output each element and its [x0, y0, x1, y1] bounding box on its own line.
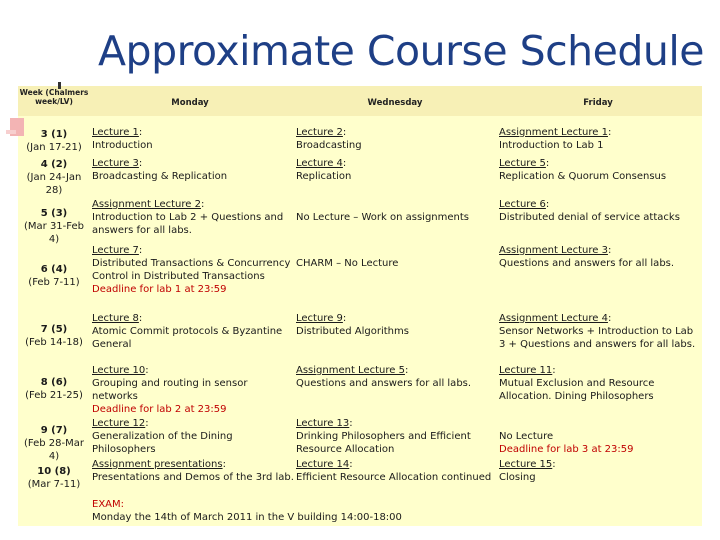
wednesday-entry: Lecture 13: Drinking Philosophers and Efficient Resource Allocation — [296, 417, 494, 456]
wednesday-entry: Lecture 2: Broadcasting — [296, 126, 492, 152]
friday-entry: Lecture 5: Replication & Quorum Consensus — [499, 157, 699, 183]
lecture-link[interactable]: Lecture 15 — [499, 459, 553, 470]
monday-entry: Assignment presentations: Presentations and Demos of the 3rd lab. — [92, 458, 296, 484]
lecture-link[interactable]: Lecture 10 — [92, 365, 146, 376]
week-cell — [18, 465, 90, 491]
deadline-note: Deadline for lab 1 at 23:59 — [92, 284, 227, 295]
monday-entry: Lecture 12: Generalization of the Dining Philosophers — [92, 417, 296, 456]
header-week: Week (Chalmers week/LV) — [19, 88, 89, 106]
entry-description: Efficient Resource Allocation continued — [296, 472, 492, 483]
week-dates: (Jan 17-21) — [26, 142, 82, 153]
entry-description: Replication & Quorum Consensus — [499, 171, 667, 182]
lecture-link[interactable]: Lecture 11 — [499, 365, 553, 376]
week-number: 7 (5) — [40, 324, 68, 335]
week-number: 9 (7) — [40, 425, 68, 436]
lecture-link[interactable]: Lecture 7 — [92, 245, 139, 256]
friday-entry: Assignment Lecture 3: Questions and answers for all labs. — [499, 244, 699, 270]
friday-entry: Lecture 11: Mutual Exclusion and Resource Allocation. Dining Philosophers — [499, 364, 689, 403]
monday-entry: Lecture 1: Introduction — [92, 126, 292, 152]
monday-entry: Lecture 10: Grouping and routing in sensor networks Deadline for lab 2 at 23:59 — [92, 364, 294, 416]
lecture-link[interactable]: Lecture 4 — [296, 158, 343, 169]
week-cell — [18, 207, 90, 246]
wednesday-entry: Assignment Lecture 5: Questions and answers for all labs. — [296, 364, 494, 390]
week-dates: (Feb 21-25) — [25, 390, 83, 401]
entry-description: Distributed denial of service attacks — [499, 212, 680, 223]
entry-description: Sensor Networks + Introduction to Lab 3 + Questions and answers for all labs. — [499, 326, 696, 350]
lecture-link[interactable]: Lecture 9 — [296, 313, 343, 324]
entry-description: Atomic Commit protocols & Byzantine General — [92, 326, 283, 350]
week-number: 3 (1) — [40, 129, 68, 140]
friday-entry: Assignment Lecture 1: Introduction to Lab 1 — [499, 126, 699, 152]
decorative-accent-small — [6, 130, 16, 134]
week-dates: (Mar 31-Feb 4) — [24, 221, 84, 245]
lecture-link[interactable]: Lecture 8 — [92, 313, 139, 324]
week-cell — [18, 158, 90, 197]
week-dates: (Mar 7-11) — [27, 479, 81, 490]
lecture-link[interactable]: Assignment Lecture 5 — [296, 365, 405, 376]
week-number: 10 (8) — [37, 466, 71, 477]
lecture-link[interactable]: Lecture 3 — [92, 158, 139, 169]
lecture-link[interactable]: Assignment Lecture 3 — [499, 245, 608, 256]
friday-entry: Lecture 15: Closing — [499, 458, 699, 484]
lecture-link[interactable]: Lecture 1 — [92, 127, 139, 138]
exam-title: EXAM: — [92, 499, 125, 510]
monday-entry: Lecture 7: Distributed Transactions & Concurrency Control in Distributed Transactions Deadline for lab 1 at 23:59 — [92, 244, 294, 296]
monday-entry: Assignment Lecture 2: Introduction to Lab 2 + Questions and answers for all labs. — [92, 198, 292, 237]
lecture-link[interactable]: Assignment presentations — [92, 459, 223, 470]
lecture-link[interactable]: Lecture 2 — [296, 127, 343, 138]
entry-description: Questions and answers for all labs. — [296, 378, 472, 389]
entry-description: Drinking Philosophers and Efficient Resource Allocation — [296, 431, 471, 455]
wednesday-entry: Lecture 4: Replication — [296, 157, 492, 183]
entry-description: Broadcasting — [296, 140, 362, 151]
lecture-link[interactable]: Assignment Lecture 4 — [499, 313, 608, 324]
exam-entry — [92, 498, 492, 524]
page-title: Approximate Course Schedule — [98, 27, 705, 75]
lecture-link[interactable]: Lecture 14 — [296, 459, 350, 470]
lecture-link[interactable]: Assignment Lecture 2 — [92, 199, 201, 210]
entry-description: No Lecture — [499, 431, 554, 442]
wednesday-entry: Lecture 14: Efficient Resource Allocation continued — [296, 458, 494, 484]
header-friday: Friday — [583, 98, 613, 108]
week-number: 4 (2) — [40, 159, 68, 170]
lecture-link[interactable]: Lecture 13 — [296, 418, 350, 429]
header-monday: Monday — [171, 98, 209, 108]
week-cell — [18, 263, 90, 289]
deadline-note: Deadline for lab 2 at 23:59 — [92, 404, 227, 415]
week-dates: (Jan 24-Jan 28) — [26, 172, 82, 196]
entry-description: Presentations and Demos of the 3rd lab. — [92, 472, 294, 483]
lecture-link[interactable]: Lecture 6 — [499, 199, 546, 210]
entry-description: Generalization of the Dining Philosophers — [92, 431, 233, 455]
week-cell — [18, 376, 90, 402]
entry-description: CHARM – No Lecture — [296, 258, 399, 269]
header-wednesday: Wednesday — [367, 98, 423, 108]
wednesday-entry — [296, 257, 492, 270]
entry-description: Closing — [499, 472, 536, 483]
week-number: 5 (3) — [40, 208, 68, 219]
entry-description: Introduction to Lab 1 — [499, 140, 604, 151]
entry-description: Introduction to Lab 2 + Questions and answers for all labs. — [92, 212, 284, 236]
week-number: 8 (6) — [40, 377, 68, 388]
week-dates: (Feb 28-Mar 4) — [24, 438, 84, 462]
friday-entry — [499, 430, 699, 456]
exam-details: Monday the 14th of March 2011 in the V building 14:00-18:00 — [92, 512, 402, 523]
week-dates: (Feb 7-11) — [28, 277, 80, 288]
entry-description: Grouping and routing in sensor networks — [92, 378, 248, 402]
entry-description: Replication — [296, 171, 352, 182]
friday-entry: Lecture 6: Distributed denial of service attacks — [499, 198, 699, 224]
week-cell — [18, 323, 90, 349]
wednesday-entry — [296, 211, 496, 224]
entry-description: Broadcasting & Replication — [92, 171, 228, 182]
week-number: 6 (4) — [40, 264, 68, 275]
entry-description: Distributed Transactions & Concurrency Control in Distributed Transactions — [92, 258, 291, 282]
week-dates: (Feb 14-18) — [25, 337, 83, 348]
monday-entry: Lecture 3: Broadcasting & Replication — [92, 157, 292, 183]
entry-description: Questions and answers for all labs. — [499, 258, 675, 269]
lecture-link[interactable]: Assignment Lecture 1 — [499, 127, 608, 138]
deadline-note: Deadline for lab 3 at 23:59 — [499, 444, 634, 455]
lecture-link[interactable]: Lecture 12 — [92, 418, 146, 429]
entry-description: Distributed Algorithms — [296, 326, 409, 337]
week-cell — [18, 424, 90, 463]
entry-description: Mutual Exclusion and Resource Allocation. Dining Philosophers — [499, 378, 655, 402]
entry-description: Introduction — [92, 140, 153, 151]
week-cell — [18, 128, 90, 154]
wednesday-entry: Lecture 9: Distributed Algorithms — [296, 312, 492, 338]
monday-entry: Lecture 8: Atomic Commit protocols & Byzantine General — [92, 312, 292, 351]
entry-description: No Lecture – Work on assignments — [296, 212, 469, 223]
friday-entry: Assignment Lecture 4: Sensor Networks + Introduction to Lab 3 + Questions and answers for all labs. — [499, 312, 701, 351]
lecture-link[interactable]: Lecture 5 — [499, 158, 546, 169]
